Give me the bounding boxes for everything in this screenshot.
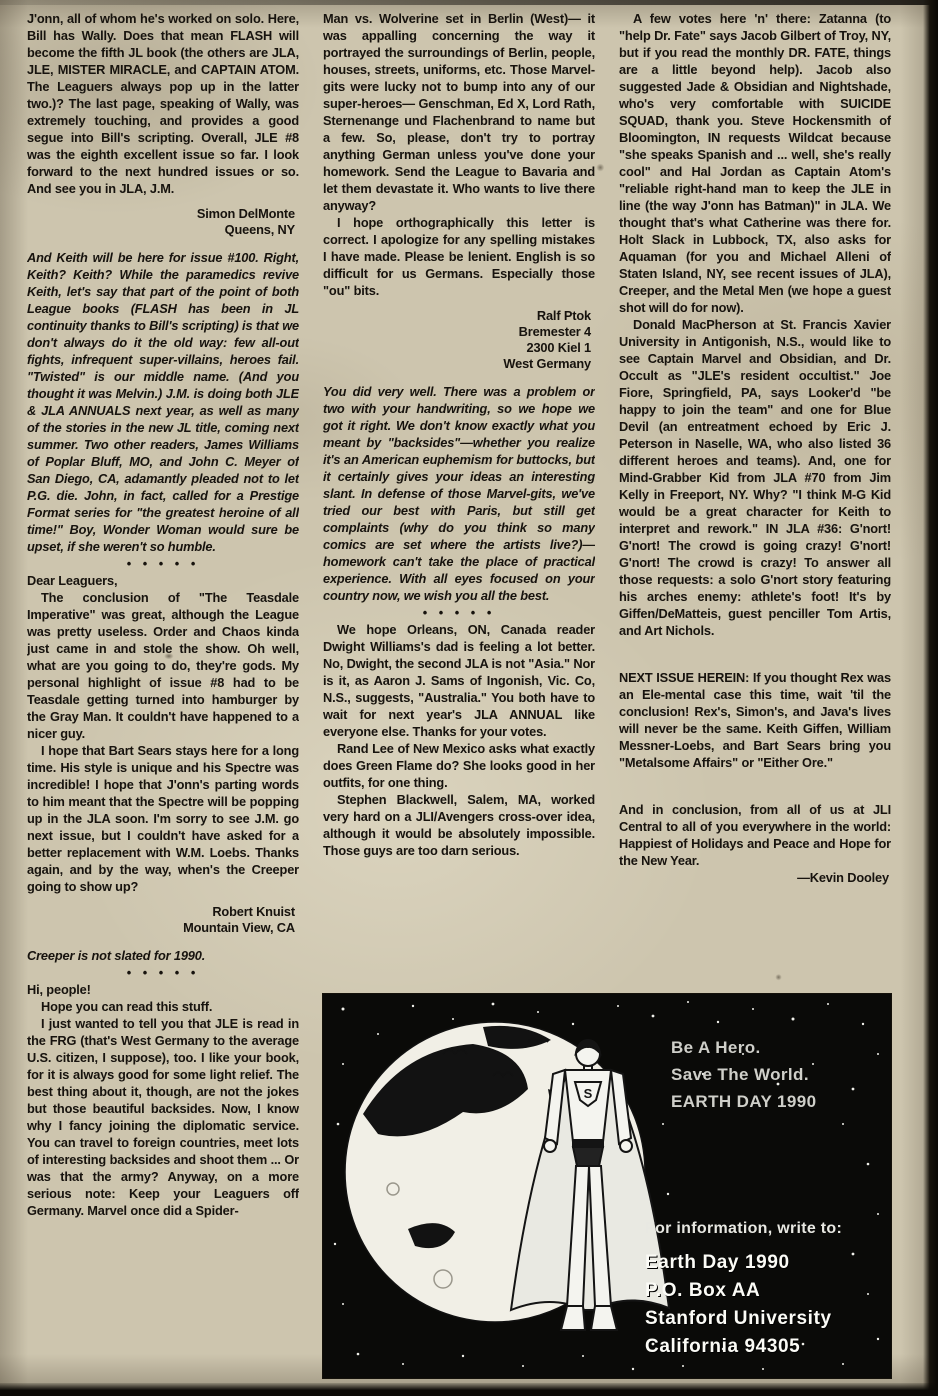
ad-address-line: Earth Day 1990 bbox=[645, 1252, 790, 1273]
ad-headline bbox=[671, 1034, 816, 1115]
letters-column-2 bbox=[323, 10, 595, 994]
editor-note-paragraph: Donald MacPherson at St. Francis Xavier University in Antigonish, N.S., would like to see Captain Marvel and Obsidian, and Dr. Occult as "JLE's resident occultist." Joe Fiore, Springfield, PA, says Looker'd "be happy to join the team" and one for Blue Devil (an entreatment echoed by Eric J. Peterson in Naselle, WA, who also listed 36 different heroes and teams). And, one for Mind-Grabber Kid from JLA #70 from Jim Kelly in Freeport, NY. Why? "I think M-G Kid would be a great character for Keith to interpret and rework." IN JLA #36: G'nort! G'nort! The crowd is going crazy! G'nort! G'nort! The crowd is crazy! To answer all those requests: a solo G'nort story featuring his arches enemy: athlete's foot! It's by Giffen/DeMatteis, guest penciller Tom Artis, and Art Nichols. bbox=[619, 317, 891, 638]
ad-headline-line: Be A Hero. bbox=[671, 1038, 761, 1057]
scan-edge-top bbox=[0, 0, 938, 5]
ad-info-label: For information, write to: bbox=[645, 1220, 843, 1237]
letter-paragraph: I just wanted to tell you that JLE is read in the FRG (that's West Germany to the average U.S. citizen, I suppose), too. I like your book, for it is always good for some light relief. The best thing about it, though, are not the jokes but those beautiful backsides. Now, I know why I fancy joining the diplomatic service. You can travel to foreign countries, meet lots of interesting backsides and shoot them ... Or was that the army? Anyway, on a more serious note: Keep your Leaguers off Germany. Marvel once did a Spider- bbox=[27, 1016, 299, 1218]
editor-note-paragraph: A few votes here 'n' there: Zatanna (to "help Dr. Fate" says Jacob Gilbert of Troy, NY, but if you read the monthly DR. FATE, things are a little beyond help). Jacob also suggested Jade & Obsidian and Nightshade, who's very comfortable with SUICIDE SQUAD, thank you. Steve Hockensmith of Bloomington, IN requests Wildcat because "she speaks Spanish and ... well, she's really cool" and Hal Jordan as Captain Atom's "reliable right-hand man to keep the JLE in line (the way J'onn has Batman)" in JLA. We thought that's what Catherine was there for. Holt Slack in Lubbock, TX, also asks for Aquaman (for you and Michael Alleni of Staten Island, NY, see recent issues of JLA), Creeper, and the Metal Men (we hope a guest shot will do for now). bbox=[619, 11, 891, 315]
letter-paragraph: Man vs. Wolverine set in Berlin (West)— it was appalling concerning the way it portrayed the surroundings of Berlin, people, houses, streets, uniforms, etc. Those Marvel-gits were lucky not to bump into any of our super-heroes— Genschman, Ed X, Lord Rath, Sternenange und Flachenbrand to name but a few. So, please, don't try to portray anything German unless you've done your homework. Send the League to Bavaria and let them devastate it. Who wants to live there anyway? bbox=[323, 11, 595, 213]
section-separator: • • • • • bbox=[126, 965, 200, 980]
letters-columns bbox=[27, 10, 891, 1386]
letter-paragraph: The conclusion of "The Teasdale Imperative" was great, although the League was pretty useless. Order and Chaos kinda just came in and stole the show. Oh well, what are you going to do, they're gods. My personal highlight of issue #8 had to be Teasdale getting turned into hamburger by the Gray Man. It couldn't have happened to a nicer guy. bbox=[27, 590, 299, 741]
section-separator: • • • • • bbox=[126, 556, 200, 571]
scan-edge-bottom bbox=[0, 1383, 938, 1396]
letter-signature bbox=[323, 308, 591, 372]
shield-letter: S bbox=[583, 1086, 593, 1101]
letter-signature bbox=[27, 904, 295, 936]
signature-address-line: Bremester 4 bbox=[518, 324, 591, 339]
ad-address-line: California 94305 bbox=[645, 1336, 801, 1357]
ad-address-line: P.O. Box AA bbox=[645, 1280, 761, 1301]
letter-paragraph: I hope orthographically this letter is correct. I apologize for any spelling mistakes I have made. Please be lenient. English is so difficult for us Germans. Especially those "ou" bits. bbox=[323, 215, 595, 298]
editor-reply-paragraph: And Keith will be here for issue #100. Right, Keith? Keith? While the paramedics revive Keith, let's say that part of the point of both League books (FLASH has been in JL continuity thanks to Bill's scripting) is that we don't always do it the old way: few all-out fights, infrequent super-villains, heroes fail. "Twisted" is our middle name. (And you thought it was Melvin.) J.M. is doing both JLE & JLA ANNUALS next year, as well as many of the stories in the new JL title, coming next summer. Two other readers, James Williams of Poplar Bluff, MO, and John C. Meyer of San Diego, CA, adamantly pleaded not to let P.G. die. John, in fact, called for a Prestige Format series for "the greatest heroine of all time!" Boy, Wonder Woman would sure be upset, if she weren't so humble. bbox=[27, 250, 299, 554]
editor-reply-paragraph: Creeper is not slated for 1990. bbox=[27, 948, 206, 963]
editor-reply-paragraph: You did very well. There was a problem or two with your handwriting, so we hope we got it right. We don't know exactly what you meant by "backsides"—whether you realize it's an American euphemism for buttocks, but it certainly gives your ideas an interesting slant. In defense of those Marvel-gits, we've tried our best with Paris, but still get complaints (why do you think so many comics are set where the artists live?)—homework can't take the place of practical experience. With all eyes focused on your country now, we wish you all the best. bbox=[323, 384, 595, 603]
signature-name: Ralf Ptok bbox=[536, 308, 591, 323]
editor-signature: —Kevin Dooley bbox=[797, 870, 889, 885]
ad-headline-line: EARTH DAY 1990 bbox=[671, 1092, 817, 1111]
letter-paragraph: Hope you can read this stuff. bbox=[41, 999, 213, 1014]
letter-paragraph: J'onn, all of whom he's worked on solo. Here, Bill has Wally. Does that mean FLASH will become the fifth JL book (the others are JLA, JLE, MISTER MIRACLE, and CAPTAIN ATOM. The Leaguers always pop up in the latter two.)? The last page, speaking of Wally, was extremely touching, and provides a good segue into Bill's scripting. Overall, JLE #8 was the eighth excellent issue so far. I look forward to the next hundred issues or so. And see you in JLA, J.M. bbox=[27, 11, 299, 196]
scan-edge-right bbox=[923, 0, 938, 1396]
letters-column-3 bbox=[619, 10, 891, 994]
letters-column-1 bbox=[27, 10, 299, 1386]
editor-note-paragraph: Stephen Blackwell, Salem, MA, worked very hard on a JLI/Avengers cross-over idea, although it would be absolutely impossible. Those guys are too darn serious. bbox=[323, 792, 595, 858]
signature-name: Robert Knuist bbox=[212, 904, 295, 919]
signature-location: Mountain View, CA bbox=[183, 920, 295, 935]
signature-address-line: West Germany bbox=[503, 356, 591, 371]
ad-headline-line: Save The World. bbox=[671, 1065, 809, 1084]
letter-salutation: Hi, people! bbox=[27, 982, 91, 997]
earth-day-ad bbox=[323, 994, 891, 1378]
ad-address bbox=[645, 1249, 832, 1361]
editor-note-paragraph: Rand Lee of New Mexico asks what exactly does Green Flame do? She looks good in her outfits, for one thing. bbox=[323, 741, 595, 790]
next-issue-paragraph: NEXT ISSUE HEREIN: If you thought Rex was an Ele-mental case this time, wait 'til the conclusion! Rex's, Simon's, and Java's lives will never be the same. Keith Giffen, William Messner-Loebs, and Bart Sears bring you "Metalsome Affairs" or "Either Ore." bbox=[619, 670, 891, 770]
letter-signature bbox=[27, 206, 295, 238]
editor-note-paragraph: We hope Orleans, ON, Canada reader Dwight Williams's dad is feeling a lot better. No, Dwight, the second JLA is not "Asia." Nor is it, as Aaron J. Sams of Ingonish, Vic. Co, N.S., suggests, "Australia." You both have to wait for next year's JLA ANNUAL like everyone else. Thanks for your votes. bbox=[323, 622, 595, 739]
ad-address-line: Stanford University bbox=[645, 1308, 832, 1329]
letter-paragraph: I hope that Bart Sears stays here for a long time. His style is unique and his Spectre was incredible! I hope that J'onn's parting words to him meant that the Spectre will be popping up in the JLA soon. I'm sorry to see J.M. go next issue, but I couldn't have asked for a better replacement with W.M. Loebs. Thanks again, and by the way, when's the Creeper going to show up? bbox=[27, 743, 299, 894]
section-separator: • • • • • bbox=[422, 605, 496, 620]
signature-address-line: 2300 Kiel 1 bbox=[526, 340, 591, 355]
signature-name: Simon DelMonte bbox=[196, 206, 295, 221]
closing-paragraph: And in conclusion, from all of us at JLI Central to all of you everywhere in the world: Happiest of Holidays and Peace and Hope for the New Year. bbox=[619, 802, 891, 868]
letter-salutation: Dear Leaguers, bbox=[27, 573, 118, 588]
signature-location: Queens, NY bbox=[224, 222, 295, 237]
